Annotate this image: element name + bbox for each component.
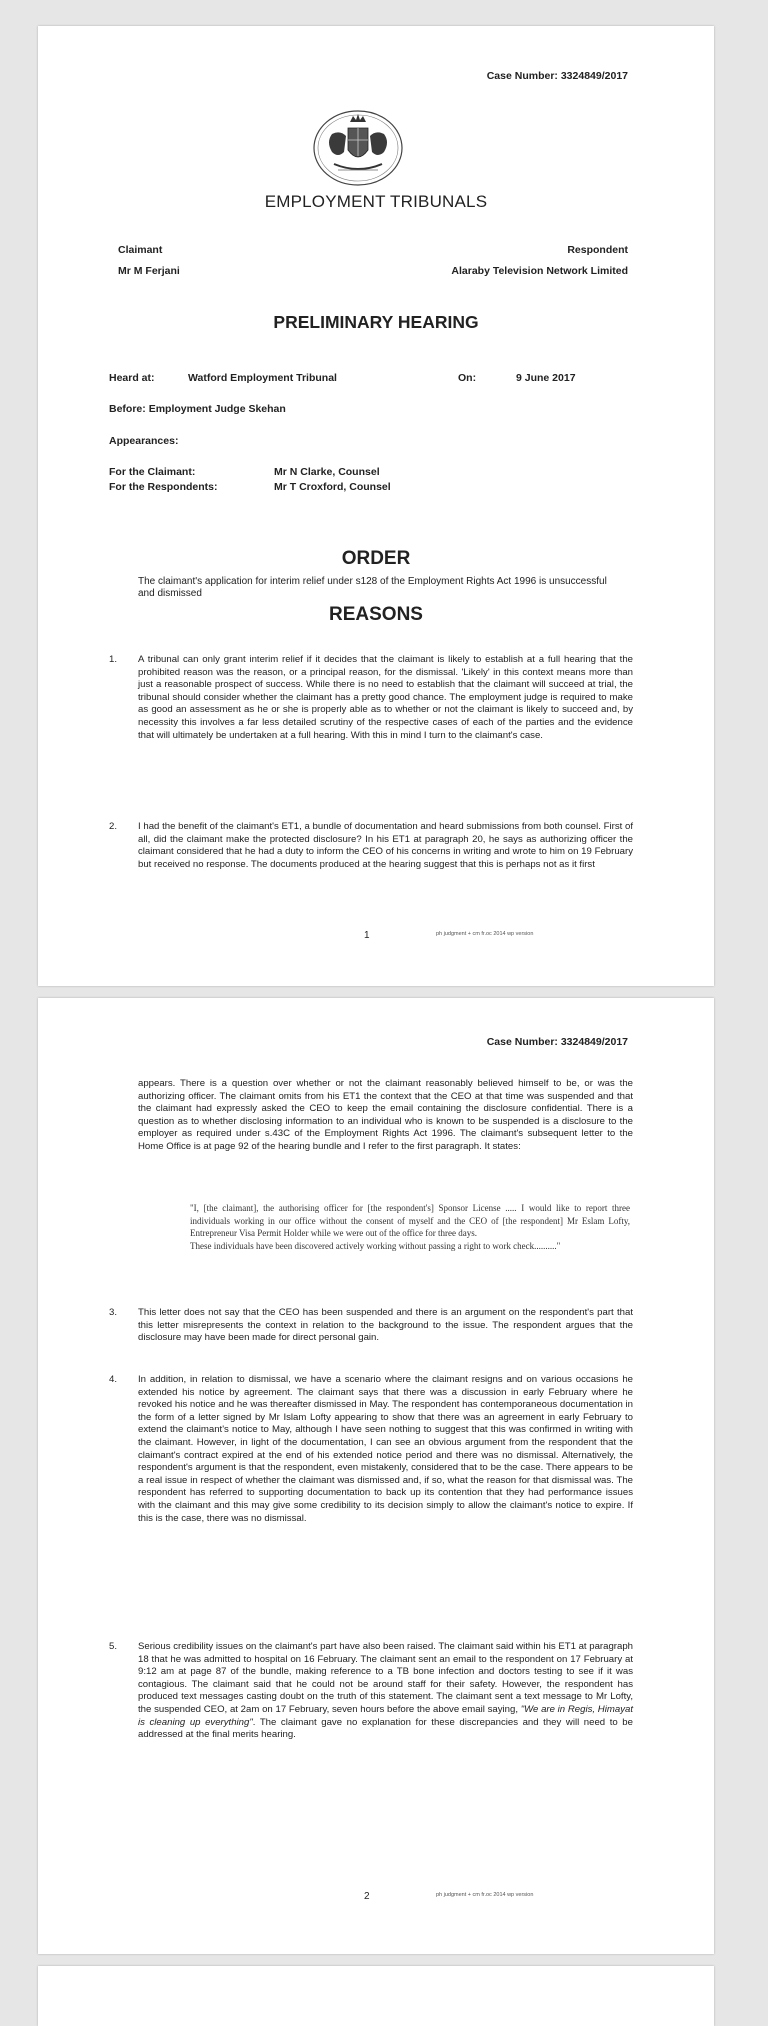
paragraph-text: I had the benefit of the claimant's ET1, a bundle of documentation and heard submissions from both counsel. First of all, did the claimant make the protected disclosure? In his ET1 at paragraph 20, he says as authorizing officer the claimant considered that he had a duty to inform the CEO of his concerns in writing and wrote to him on 19 February but received no response. The documents produced at the hearing suggest that this is perhaps not as it first	[138, 821, 633, 870]
for-claimant-value: Mr N Clarke, Counsel	[274, 466, 380, 478]
quote-line: "I, [the claimant], the authorising officer for [the respondent's] Sponsor License ..... I would like to report three individuals working in our office without the consent of myself and the CEO of [the respondent] Mr Eslam Lofty, Entrepreneur Visa Permit Holder while we were out of the office for three days.	[190, 1203, 630, 1238]
order-heading: ORDER	[341, 548, 411, 569]
quote-line: These individuals have been discovered actively working without passing a right to work check.........."	[190, 1240, 561, 1251]
claimant-name: Mr M Ferjani	[118, 265, 180, 277]
paragraph-text: appears. There is a question over whether or not the claimant reasonably believed himself to be, or was the authorizing officer. The claimant omits from his ET1 the context that the CEO at that time was suspended and that the claimant had expressly asked the CEO to keep the email containing the disclosure confidential. There is a question as to whether disclosing information to an individual who is known to be suspended is a disclosure to the employer as required under s.43C of the Employment Rights Act 1996. The claimant's subsequent letter to the Home Office is at page 92 of the hearing bundle and I refer to the first paragraph. It states:	[138, 1078, 633, 1152]
page-footer: ph judgment + cm fr.oc 2014 wp version	[436, 931, 534, 937]
paragraph-number: 1.	[109, 654, 118, 665]
page-footer: ph judgment + cm fr.oc 2014 wp version	[436, 1892, 534, 1898]
block-quote	[190, 1202, 630, 1252]
paragraph-number: 3.	[109, 1307, 118, 1318]
page-number: 1	[364, 930, 370, 941]
tribunal-title: EMPLOYMENT TRIBUNALS	[264, 192, 488, 211]
hearing-title: PRELIMINARY HEARING	[273, 312, 479, 332]
document-page-2	[38, 998, 714, 1954]
reasons-heading: REASONS	[329, 604, 423, 625]
claimant-label: Claimant	[118, 244, 163, 256]
paragraph-number: 4.	[109, 1374, 118, 1385]
royal-coat-of-arms-icon	[312, 108, 404, 188]
heard-at-value: Watford Employment Tribunal	[188, 372, 337, 384]
respondent-name: Alaraby Television Network Limited	[451, 265, 628, 277]
on-value: 9 June 2017	[516, 372, 576, 384]
for-respondents-label: For the Respondents:	[109, 481, 218, 493]
before-line: Before: Employment Judge Skehan	[109, 403, 286, 415]
page-number: 2	[364, 1891, 370, 1902]
for-claimant-label: For the Claimant:	[109, 466, 196, 478]
document-page-1	[38, 26, 714, 986]
paragraph-text: In addition, in relation to dismissal, we have a scenario where the claimant resigns and on various occasions he extended his notice by agreement. The claimant says that there was a discussion in early February where he revoked his notice and he was thereafter dismissed in May. The respondent has contemporaneous documentation in the form of a letter signed by Mr Islam Lofty appearing to show that there was an agreement in early February to extend the claimant's notice to May, although I have seen nothing to suggest that this was confirmed in writing with the claimant. However, in light of the documentation, I can see an obvious argument from the respondent that the claimant's contract expired at the end of his extended notice period and there was no dismissal. Alternatively, the respondent's argument is that the respondent, even mistakenly, considered that to be the case. There appears to be a real issue in respect of whether the claimant was dismissed and, if so, what the reason for that dismissal was. The respondent has referred to supporting documentation to back up its contention that they had performance issues with the claimant and this may give some credibility to its decision simply to allow the claimant's notice to expire. If this is the case, there was no dismissal.	[138, 1374, 633, 1524]
paragraph-number: 2.	[109, 821, 118, 832]
paragraph-text: A tribunal can only grant interim relief if it decides that the claimant is likely to establish at a full hearing that the prohibited reason was the reason, or a principal reason, for the dismissal. 'Likely' in this context means more than just a reasonable prospect of success. While there is no need to establish that the claimant will succeed at trial, the tribunal should consider whether the claimant has a pretty good chance. The employment judge is required to make as good an assessment as he or she is properly able as to whether or not the claimant is likely to succeed and, by necessity this involves a far less detailed scrutiny of the respective cases of each of the parties and the evidence that will ultimately be undertaken at a full hearing. With this in mind I turn to the claimant's case.	[138, 654, 633, 741]
paragraph-text: This letter does not say that the CEO has been suspended and there is an argument on the respondent's part that this letter misrepresents the context in relation to the background to the issue. The respondent argues that the disclosure may have been made for direct personal gain.	[138, 1307, 633, 1344]
heard-at-label: Heard at:	[109, 372, 155, 384]
case-number: Case Number: 3324849/2017	[486, 70, 628, 82]
for-respondents-value: Mr T Croxford, Counsel	[274, 481, 391, 493]
paragraph-number: 5.	[109, 1641, 118, 1652]
on-label: On:	[458, 372, 477, 384]
appearances-label: Appearances:	[109, 435, 179, 447]
case-number: Case Number: 3324849/2017	[486, 1036, 628, 1048]
paragraph-text: Serious credibility issues on the claimant's part have also been raised. The claimant said within his ET1 at paragraph 18 that he was admitted to hospital on 16 February. The claimant sent an email to the respondent on 17 February at 9:12 am at page 87 of the bundle, making reference to a TB bone infection and doctors testing to see if it was contagious. The claimant said that he could not be around staff for their safety. However, the respondent has produced text messages casting doubt on the truth of this statement. The claimant sent a text message to Mr Lofty, the suspended CEO, at 2am on 17 February, seven hours before the above email saying, "We are in Regis, Himayat is cleaning up everything". The claimant gave no explanation for these discrepancies and they will need to be addressed at the final merits hearing.	[138, 1641, 633, 1741]
respondent-label: Respondent	[567, 244, 628, 256]
order-text: The claimant's application for interim relief under s128 of the Employment Rights Act 1996 is unsuccessful and dismissed	[138, 576, 607, 599]
document-page-3	[38, 1966, 714, 2026]
